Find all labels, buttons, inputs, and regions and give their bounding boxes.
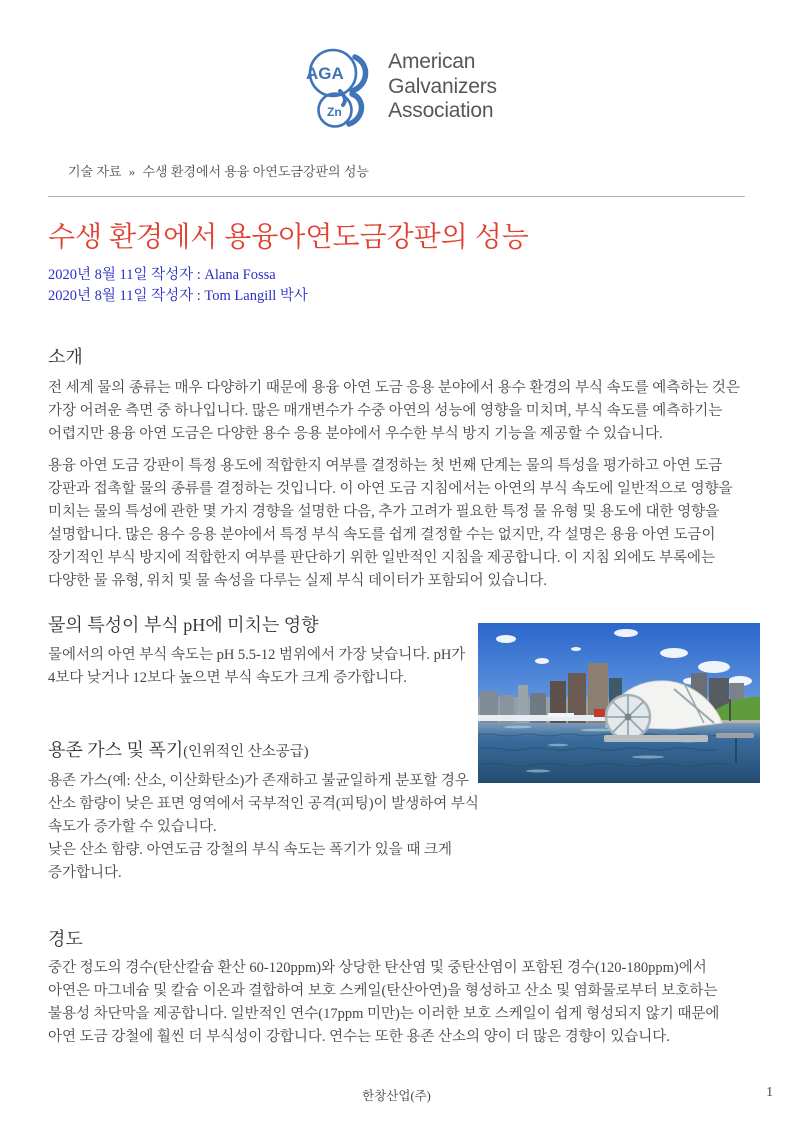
- section-hardness: [48, 927, 745, 1049]
- section-heading-hardness: 경도: [48, 929, 83, 949]
- paragraph: 전 세계 물의 종류는 매우 다양하기 때문에 용융 아연 도금 응용 분야에서 용수 환경의 부식 속도를 예측하는 것은 가장 어려운 측면 중 하나입니다. 많은 매개변수가 수중 아연의 성능에 영향을 미치며, 부식 속도를 예측하기는 어렵지만 용융 아연 도금은 다양한 용수 응용 분야에서 우수한 부식 방지 기능을 제공할 수 있습니다.: [48, 380, 740, 442]
- page-header: [0, 0, 793, 135]
- svg-text:Zn: Zn: [327, 105, 342, 119]
- byline: 2020년 8월 11일 작성자 : Tom Langill 박사: [48, 288, 308, 304]
- byline: 2020년 8월 11일 작성자 : Alana Fossa: [48, 267, 276, 283]
- org-name-line: American: [388, 50, 476, 73]
- paragraph: 낮은 산소 함량. 아연도금 강철의 부식 속도는 폭기가 있을 때 크게 증가합니다.: [48, 842, 453, 881]
- harbor-photo: [478, 623, 760, 783]
- section-heading-intro: 소개: [48, 347, 83, 367]
- section-heading-gases-suffix: (인위적인 산소공급): [183, 744, 309, 760]
- section-heading-ph: 물의 특성이 부식 pH에 미치는 영향: [48, 615, 319, 635]
- header-divider: [48, 196, 745, 197]
- org-name-line: Galvanizers: [388, 74, 497, 98]
- footer-company: 한창산업(주): [362, 1089, 431, 1103]
- aga-logo-icon: [296, 45, 380, 135]
- paragraph: 물에서의 아연 부식 속도는 pH 5.5-12 범위에서 가장 낮습니다. pH가 4보다 낮거나 12보다 높으면 부식 속도가 크게 증가합니다.: [48, 647, 466, 686]
- paragraph: 중간 정도의 경수(탄산칼슘 환산 60-120ppm)와 상당한 탄산염 및 중탄산염이 포함된 경수(120-180ppm)에서 아연은 마그네슘 및 칼슘 이온과 결합하여 보호 스케일(탄산아연)을 형성하고 산소 및 염화물로부터 보호하는 불용성 차단막을 제공합니다. 일반적인 연수(17ppm 미만)는 이러한 보호 스케일이 쉽게 형성되지 않기 때문에 아연 도금 강철에 훨씬 더 부식성이 강합니다. 연수는 또한 용존 산소의 양이 더 많은 경향이 있습니다.: [48, 960, 720, 1045]
- paragraph: 용존 가스(예: 산소, 이산화탄소)가 존재하고 불균일하게 분포할 경우 산소 함량이 낮은 표면 영역에서 국부적인 공격(피팅)이 발생하여 부식 속도가 증가할 수 있습니다.: [48, 773, 479, 835]
- breadcrumb-link-tech-docs[interactable]: 기술 자료: [68, 164, 122, 179]
- aga-logo[interactable]: [296, 45, 497, 135]
- svg-text:AGA: AGA: [306, 64, 344, 83]
- org-name-line: Association: [388, 99, 494, 122]
- org-name: [388, 50, 497, 124]
- byline-block: [48, 265, 745, 307]
- page-title: 수생 환경에서 용융아연도금강판의 성능: [48, 222, 529, 253]
- footer-page-number: 1: [766, 1084, 773, 1099]
- paragraph: 용융 아연 도금 강판이 특정 용도에 적합한지 여부를 결정하는 첫 번째 단계는 물의 특성을 평가하고 아연 도금 강판과 접촉할 물의 종류를 결정하는 것입니다. 이 아연 도금 지침에서는 아연의 부식 속도에 일반적으로 영향을 미치는 물의 특성에 관한 몇 가지 경향을 설명한 다음, 추가 고려가 필요한 특정 물 유형 및 용도에 대한 영향을 설명합니다. 많은 용수 응용 분야에서 특정 부식 속도를 쉽게 결정할 수는 없지만, 각 설명은 용융 아연 도금이 장기적인 부식 방지에 적합한지 여부를 판단하기 위한 일반적인 지침을 제공합니다. 이 지침 외에도 부록에는 다양한 물 유형, 위치 및 물 속성을 다루는 실제 부식 데이터가 포함되어 있습니다.: [48, 458, 733, 589]
- breadcrumb-separator: »: [128, 164, 136, 179]
- section-heading-gases: 용존 가스 및 폭기(인위적인 산소공급): [48, 740, 309, 760]
- breadcrumb-current: 수생 환경에서 용융 아연도금강판의 성능: [142, 164, 369, 179]
- breadcrumb: [48, 161, 745, 180]
- section-intro: [48, 345, 745, 593]
